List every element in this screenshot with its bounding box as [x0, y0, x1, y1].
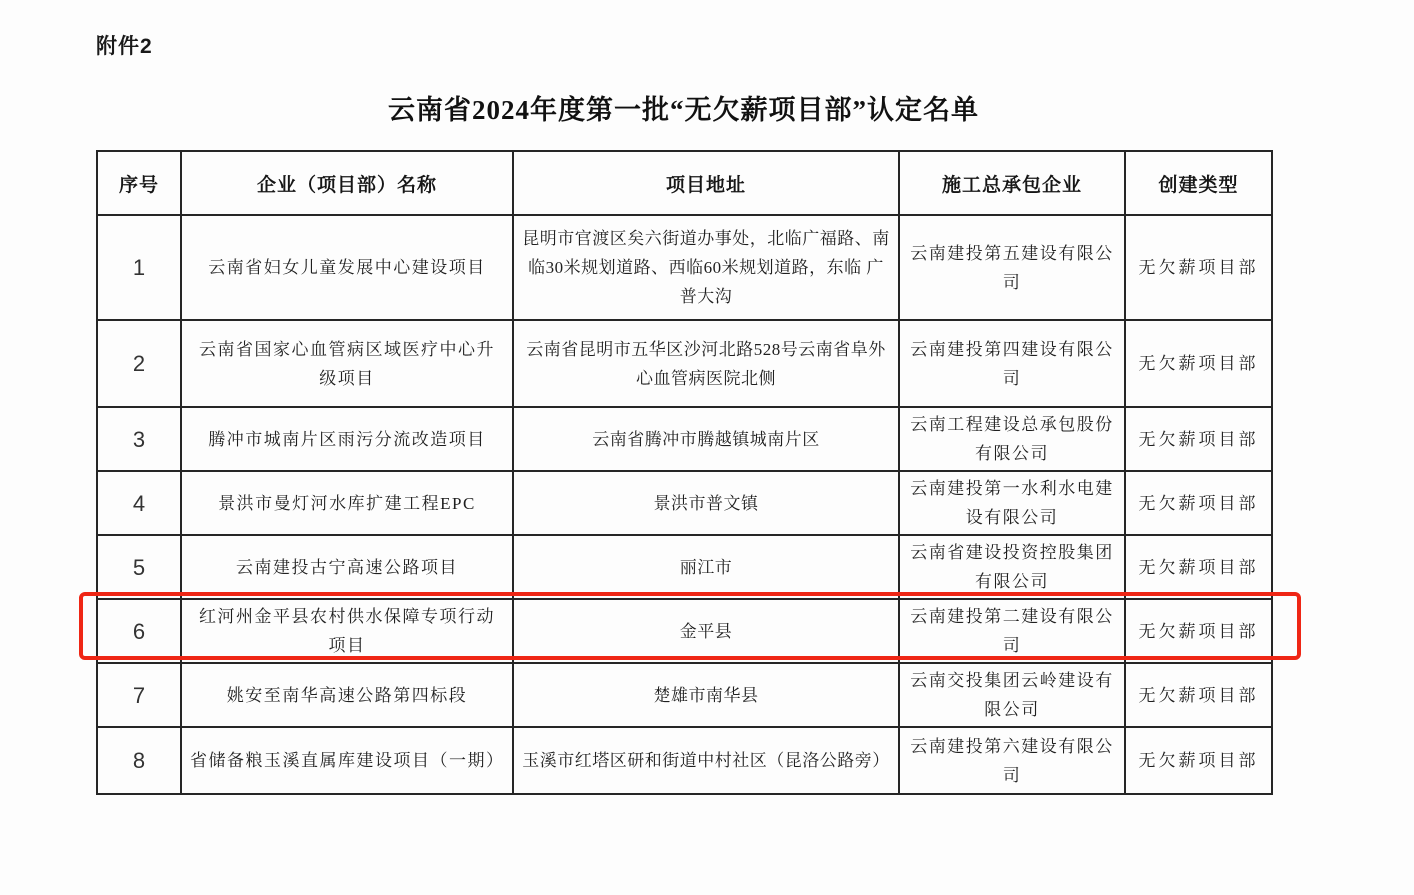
- row-number-cell: [97, 727, 181, 794]
- project-name-cell: [181, 407, 513, 471]
- row-number: 4: [132, 490, 146, 516]
- contractor-name: 云南建投第四建设有限公司: [910, 339, 1114, 388]
- row-number: 7: [132, 682, 146, 708]
- project-name-cell: [181, 320, 513, 407]
- header-contractor: 施工总承包企业: [899, 151, 1125, 215]
- contractor-name: 云南建投第一水利水电建设有限公司: [910, 479, 1114, 527]
- contractor-name: 云南建投第五建设有限公司: [910, 243, 1114, 292]
- project-name-cell: [181, 599, 513, 663]
- contractor-cell: [899, 407, 1125, 471]
- page-title: 云南省2024年度第一批“无欠薪项目部”认定名单: [388, 95, 979, 125]
- table-row: [97, 407, 1272, 471]
- project-name: 云南省国家心血管病区域医疗中心升级项目: [199, 339, 495, 388]
- contractor-cell: [899, 320, 1125, 407]
- row-number-cell: [97, 407, 181, 471]
- row-number-cell: [97, 663, 181, 727]
- table-container: [96, 150, 1271, 795]
- creation-type-cell: [1125, 320, 1272, 407]
- header-type: 创建类型: [1125, 151, 1272, 215]
- creation-type: 无欠薪项目部: [1138, 685, 1259, 705]
- project-name: 云南建投古宁高速公路项目: [236, 557, 458, 577]
- table-header-row: [97, 151, 1272, 215]
- contractor-cell: [899, 471, 1125, 535]
- contractor-name: 云南省建设投资控股集团有限公司: [910, 543, 1114, 591]
- project-address: 玉溪市红塔区研和街道中村社区（昆洛公路旁）: [522, 751, 890, 770]
- contractor-cell: [899, 215, 1125, 320]
- contractor-name: 云南建投第六建设有限公司: [910, 736, 1114, 785]
- creation-type-cell: [1125, 599, 1272, 663]
- creation-type: 无欠薪项目部: [1138, 493, 1259, 513]
- table-row: [97, 535, 1272, 599]
- contractor-cell: [899, 599, 1125, 663]
- row-number-cell: [97, 535, 181, 599]
- project-address-cell: [513, 471, 899, 535]
- project-name-cell: [181, 471, 513, 535]
- creation-type: 无欠薪项目部: [1138, 429, 1259, 449]
- project-name: 云南省妇女儿童发展中心建设项目: [208, 258, 486, 277]
- project-name-cell: [181, 663, 513, 727]
- project-name: 景洪市曼灯河水库扩建工程EPC: [218, 493, 476, 513]
- project-name: 腾冲市城南片区雨污分流改造项目: [208, 429, 486, 449]
- header-name: 企业（项目部）名称: [181, 151, 513, 215]
- creation-type-cell: [1125, 471, 1272, 535]
- contractor-cell: [899, 535, 1125, 599]
- row-number-cell: [97, 215, 181, 320]
- table-row: [97, 663, 1272, 727]
- project-address-cell: [513, 320, 899, 407]
- contractor-name: 云南建投第二建设有限公司: [910, 607, 1114, 655]
- creation-type-cell: [1125, 727, 1272, 794]
- contractor-name: 云南工程建设总承包股份有限公司: [910, 415, 1114, 463]
- project-name: 省储备粮玉溪直属库建设项目（一期）: [190, 751, 505, 770]
- contractor-cell: [899, 663, 1125, 727]
- project-address-cell: [513, 535, 899, 599]
- table-row: [97, 471, 1272, 535]
- creation-type: 无欠薪项目部: [1138, 621, 1259, 641]
- project-address-cell: [513, 663, 899, 727]
- attachment-label: 附件2: [96, 35, 153, 58]
- row-number-cell: [97, 471, 181, 535]
- project-address: 景洪市普文镇: [653, 493, 759, 513]
- table-row: [97, 320, 1272, 407]
- creation-type-cell: [1125, 663, 1272, 727]
- project-address-cell: [513, 215, 899, 320]
- header-address: 项目地址: [513, 151, 899, 215]
- project-address-cell: [513, 407, 899, 471]
- header-no: 序号: [97, 151, 181, 215]
- project-name-cell: [181, 727, 513, 794]
- row-number: 8: [132, 748, 146, 773]
- table-row: [97, 727, 1272, 794]
- row-number: 2: [132, 351, 146, 376]
- creation-type-cell: [1125, 407, 1272, 471]
- project-address-cell: [513, 599, 899, 663]
- project-address: 云南省腾冲市腾越镇城南片区: [592, 429, 820, 449]
- project-name-cell: [181, 535, 513, 599]
- project-name-cell: [181, 215, 513, 320]
- row-number: 1: [132, 255, 146, 280]
- contractor-name: 云南交投集团云岭建设有限公司: [910, 671, 1114, 719]
- row-number-cell: [97, 320, 181, 407]
- row-number: 6: [132, 618, 146, 644]
- table-row: [97, 215, 1272, 320]
- contractor-cell: [899, 727, 1125, 794]
- creation-type: 无欠薪项目部: [1138, 557, 1259, 577]
- row-number: 3: [132, 426, 146, 452]
- project-address-cell: [513, 727, 899, 794]
- project-address: 金平县: [679, 621, 733, 641]
- project-address: 丽江市: [679, 557, 733, 577]
- creation-type: 无欠薪项目部: [1138, 354, 1259, 373]
- row-number-cell: [97, 599, 181, 663]
- project-address: 昆明市官渡区矣六街道办事处，北临广福路、南临30米规划道路、西临60米规划道路，东临 广普大沟: [522, 229, 890, 306]
- project-name: 姚安至南华高速公路第四标段: [226, 685, 468, 705]
- creation-type: 无欠薪项目部: [1138, 258, 1259, 277]
- table-row: [97, 599, 1272, 663]
- row-number: 5: [132, 554, 146, 580]
- creation-type: 无欠薪项目部: [1138, 751, 1259, 770]
- project-address: 楚雄市南华县: [653, 685, 759, 705]
- creation-type-cell: [1125, 215, 1272, 320]
- creation-type-cell: [1125, 535, 1272, 599]
- project-name: 红河州金平县农村供水保障专项行动项目: [199, 607, 495, 655]
- recognition-table: [96, 150, 1273, 795]
- project-address: 云南省昆明市五华区沙河北路528号云南省阜外心血管病医院北侧: [526, 339, 886, 388]
